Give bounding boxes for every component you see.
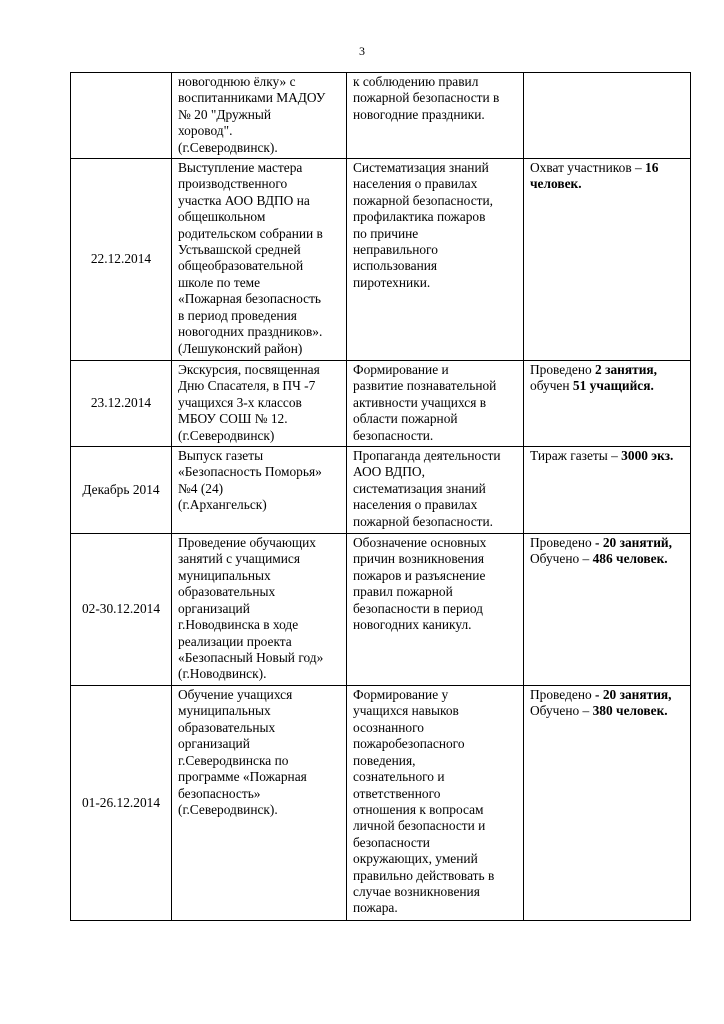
page-number: 3 bbox=[359, 44, 365, 58]
result-value: 2 занятия, bbox=[595, 362, 658, 378]
result-value: 16 человек. bbox=[530, 160, 659, 192]
result-value: 380 человек. bbox=[592, 703, 668, 719]
event-cell: Выпуск газеты «Безопасность Поморья» №4 (24) (г.Архангельск) bbox=[172, 447, 347, 534]
table-row bbox=[71, 686, 691, 921]
table-row bbox=[71, 159, 691, 361]
result-value: 51 учащийся. bbox=[572, 378, 654, 394]
event-cell: Выступление мастера производственного участка АОО ВДПО на общешкольном родительском собрании в Устьвашской средней общеобразовательной школе по теме «Пожарная безопасность в период проведения новогодних праздников». (Лешуконский район) bbox=[172, 159, 347, 361]
goal-cell: Пропаганда деятельности АОО ВДПО, систематизация знаний населения о правилах пожарной безопасности. bbox=[347, 447, 524, 534]
events-table bbox=[70, 72, 691, 921]
result-cell bbox=[524, 686, 691, 921]
result-cell bbox=[524, 534, 691, 686]
result-text: обучен bbox=[530, 378, 570, 394]
result-value: 486 человек. bbox=[592, 551, 668, 567]
goal-cell: Формирование у учащихся навыков осознанного пожаробезопасного поведения, сознательного и ответственного отношения к вопросам личной безопасности и безопасности окружающих, умений правильно действовать в случае возникновения пожара. bbox=[347, 686, 524, 921]
date-cell: 23.12.2014 bbox=[71, 361, 172, 447]
result-text: Тираж газеты – bbox=[530, 448, 622, 464]
result-value: - 20 занятий, bbox=[595, 535, 672, 551]
result-value: - 20 занятия, bbox=[595, 687, 672, 703]
event-cell: Экскурсия, посвященная Дню Спасателя, в ПЧ -7 учащихся 3-х классов МБОУ СОШ № 12. (г.Северодвинск) bbox=[172, 361, 347, 447]
date-cell: 01-26.12.2014 bbox=[71, 686, 172, 921]
result-cell bbox=[524, 447, 691, 534]
table-row bbox=[71, 73, 691, 159]
goal-cell: Формирование и развитие познавательной активности учащихся в области пожарной безопасности. bbox=[347, 361, 524, 447]
date-cell bbox=[71, 73, 172, 159]
result-text: Проведено bbox=[530, 535, 596, 551]
result-text: Проведено bbox=[530, 687, 596, 703]
result-cell bbox=[524, 73, 691, 159]
result-cell bbox=[524, 159, 691, 361]
event-cell: новогоднюю ёлку» с воспитанниками МАДОУ № 20 "Дружный хоровод". (г.Северодвинск). bbox=[172, 73, 347, 159]
result-cell bbox=[524, 361, 691, 447]
table-row bbox=[71, 534, 691, 686]
table-row bbox=[71, 361, 691, 447]
table-row bbox=[71, 447, 691, 534]
date-cell: Декабрь 2014 bbox=[71, 447, 172, 534]
result-text: Охват участников – bbox=[530, 160, 646, 176]
goal-cell: Обозначение основных причин возникновения пожаров и разъяснение правил пожарной безопасности в период новогодних каникул. bbox=[347, 534, 524, 686]
result-text: Проведено bbox=[530, 362, 596, 378]
goal-cell: Систематизация знаний населения о правилах пожарной безопасности, профилактика пожаров по причине неправильного использования пиротехники. bbox=[347, 159, 524, 361]
result-text: Обучено – bbox=[530, 703, 590, 719]
result-text: Обучено – bbox=[530, 551, 590, 567]
event-cell: Обучение учащихся муниципальных образовательных организаций г.Северодвинска по программе «Пожарная безопасность» (г.Северодвинск). bbox=[172, 686, 347, 921]
goal-cell: к соблюдению правил пожарной безопасности в новогодние праздники. bbox=[347, 73, 524, 159]
event-cell: Проведение обучающих занятий с учащимися муниципальных образовательных организаций г.Новодвинска в ходе реализации проекта «Безопасный Новый год» (г.Новодвинск). bbox=[172, 534, 347, 686]
date-cell: 02-30.12.2014 bbox=[71, 534, 172, 686]
date-cell: 22.12.2014 bbox=[71, 159, 172, 361]
result-value: 3000 экз. bbox=[621, 448, 674, 464]
